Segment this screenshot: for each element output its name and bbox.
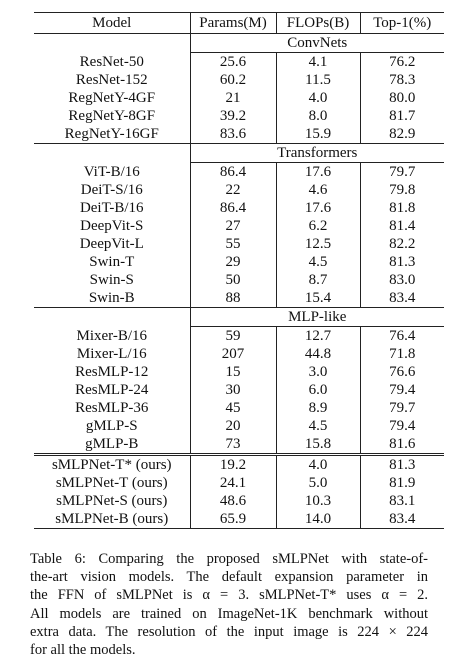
section-spacer-cell (34, 34, 190, 53)
table-row (34, 253, 444, 271)
model-cell: RegNetY-8GF (34, 107, 190, 125)
table-row (34, 381, 444, 399)
params-cell: 48.6 (190, 492, 276, 510)
top1-cell: 82.9 (389, 126, 416, 142)
flops-cell: 4.5 (276, 253, 360, 271)
model-cell: sMLPNet-T* (ours) (34, 455, 190, 475)
table-row (34, 71, 444, 89)
section-header-row (34, 308, 444, 327)
model-cell: sMLPNet-B (ours) (34, 510, 190, 529)
flops-cell: 17.6 (276, 163, 360, 182)
model-cell: ResMLP-24 (34, 381, 190, 399)
model-cell: ResNet-50 (34, 53, 190, 72)
results-table-container (34, 12, 444, 529)
table-row (34, 289, 444, 308)
params-cell: 50 (190, 271, 276, 289)
table-row (34, 53, 444, 72)
caption-line: for all the models. (30, 642, 136, 659)
top1-cell: 81.4 (389, 218, 416, 234)
flops-cell: 4.0 (276, 89, 360, 107)
table-header-row (34, 13, 444, 34)
section-spacer-cell (34, 144, 190, 163)
section-title: ConvNets (190, 34, 444, 53)
params-cell: 55 (190, 235, 276, 253)
params-cell: 39.2 (190, 107, 276, 125)
ours-table-row (34, 492, 444, 510)
flops-cell: 4.6 (276, 181, 360, 199)
top1-cell: 83.1 (389, 493, 416, 509)
table-row (34, 217, 444, 235)
params-cell: 88 (190, 289, 276, 308)
flops-cell: 17.6 (276, 199, 360, 217)
top1-cell: 81.3 (360, 455, 444, 475)
params-cell: 22 (190, 181, 276, 199)
model-cell: gMLP-B (34, 435, 190, 455)
table-row (34, 181, 444, 199)
model-cell: Mixer-L/16 (34, 345, 190, 363)
params-cell: 45 (190, 399, 276, 417)
top1-cell: 81.7 (389, 108, 416, 124)
params-cell: 86.4 (190, 199, 276, 217)
table-body (34, 34, 444, 529)
params-cell: 25.6 (190, 53, 276, 72)
table-row (34, 399, 444, 417)
top1-cell: 81.8 (389, 200, 416, 216)
top1-cell: 81.3 (389, 254, 416, 270)
top1-cell: 76.6 (389, 364, 416, 380)
top1-cell: 71.8 (389, 346, 416, 362)
table-row (34, 107, 444, 125)
top1-cell: 83.4 (389, 290, 416, 306)
model-cell: DeiT-S/16 (34, 181, 190, 199)
top1-cell: 79.7 (389, 400, 416, 416)
table-row (34, 271, 444, 289)
table-row (34, 363, 444, 381)
params-cell: 27 (190, 217, 276, 235)
params-cell: 86.4 (190, 163, 276, 182)
model-cell: sMLPNet-T (ours) (34, 474, 190, 492)
table-row (34, 125, 444, 144)
table-row (34, 163, 444, 182)
table-row (34, 327, 444, 346)
top1-cell: 76.4 (389, 328, 416, 344)
caption-line: All models are trained on ImageNet-1K benchmark without (30, 605, 428, 622)
params-cell: 59 (190, 327, 276, 346)
flops-cell: 8.0 (276, 107, 360, 125)
flops-cell: 4.5 (276, 417, 360, 435)
params-cell: 65.9 (190, 510, 276, 529)
section-spacer-cell (34, 308, 190, 327)
top1-cell: 81.6 (389, 436, 416, 452)
model-cell: Swin-T (34, 253, 190, 271)
flops-cell: 6.0 (276, 381, 360, 399)
table-row (34, 89, 444, 107)
params-cell: 29 (190, 253, 276, 271)
top1-cell: 82.2 (389, 236, 416, 252)
caption-line: extra data. The resolution of the input image is 224 × 224 (30, 623, 428, 640)
model-cell: ViT-B/16 (34, 163, 190, 182)
header-flops: FLOPs(B) (276, 13, 360, 34)
model-cell: DeepVit-S (34, 217, 190, 235)
model-cell: Swin-B (34, 289, 190, 308)
model-cell: DeepVit-L (34, 235, 190, 253)
section-title: Transformers (190, 144, 444, 163)
top1-cell: 76.2 (389, 54, 416, 70)
flops-cell: 15.9 (276, 125, 360, 144)
caption-line: the FFN of sMLPNet is α = 3. sMLPNet-T* uses α = 2. (30, 587, 428, 604)
table-caption (30, 550, 428, 659)
model-cell: gMLP-S (34, 417, 190, 435)
header-top1: Top-1(%) (360, 13, 444, 34)
header-model: Model (34, 13, 190, 34)
table-row (34, 417, 444, 435)
section-header-row (34, 144, 444, 163)
flops-cell: 6.2 (276, 217, 360, 235)
model-cell: Swin-S (34, 271, 190, 289)
flops-cell: 12.7 (276, 327, 360, 346)
section-header-row (34, 34, 444, 53)
flops-cell: 4.0 (276, 455, 360, 475)
model-cell: ResNet-152 (34, 71, 190, 89)
top1-cell: 83.4 (360, 510, 444, 529)
ours-table-row (34, 455, 444, 475)
caption-line: the-art vision models. The default expansion parameter in (30, 569, 428, 586)
params-cell: 15 (190, 363, 276, 381)
top1-cell: 78.3 (389, 72, 416, 88)
flops-cell: 10.3 (276, 492, 360, 510)
ours-table-row (34, 510, 444, 529)
params-cell: 19.2 (190, 455, 276, 475)
params-cell: 21 (190, 89, 276, 107)
model-cell: RegNetY-16GF (34, 125, 190, 144)
top1-cell: 79.8 (389, 182, 416, 198)
flops-cell: 44.8 (276, 345, 360, 363)
top1-cell: 81.9 (389, 475, 416, 491)
model-cell: Mixer-B/16 (34, 327, 190, 346)
section-title: MLP-like (190, 308, 444, 327)
results-table (34, 12, 444, 529)
params-cell: 207 (190, 345, 276, 363)
header-params: Params(M) (190, 13, 276, 34)
flops-cell: 14.0 (276, 510, 360, 529)
table-row (34, 345, 444, 363)
model-cell: DeiT-B/16 (34, 199, 190, 217)
top1-cell: 79.4 (389, 382, 416, 398)
top1-cell: 83.0 (389, 272, 416, 288)
table-row (34, 235, 444, 253)
table-row (34, 199, 444, 217)
flops-cell: 15.8 (276, 435, 360, 455)
flops-cell: 11.5 (276, 71, 360, 89)
flops-cell: 8.7 (276, 271, 360, 289)
flops-cell: 3.0 (276, 363, 360, 381)
ours-table-row (34, 474, 444, 492)
flops-cell: 8.9 (276, 399, 360, 417)
top1-cell: 80.0 (389, 90, 416, 106)
params-cell: 20 (190, 417, 276, 435)
flops-cell: 5.0 (276, 474, 360, 492)
top1-cell: 79.4 (389, 418, 416, 434)
flops-cell: 12.5 (276, 235, 360, 253)
top1-cell: 79.7 (389, 164, 416, 180)
caption-line: Table 6: Comparing the proposed sMLPNet with state-of- (30, 551, 428, 567)
params-cell: 60.2 (190, 71, 276, 89)
model-cell: ResMLP-36 (34, 399, 190, 417)
model-cell: ResMLP-12 (34, 363, 190, 381)
flops-cell: 15.4 (276, 289, 360, 308)
table-row (34, 435, 444, 455)
params-cell: 30 (190, 381, 276, 399)
params-cell: 73 (190, 435, 276, 455)
model-cell: RegNetY-4GF (34, 89, 190, 107)
params-cell: 83.6 (190, 125, 276, 144)
params-cell: 24.1 (190, 474, 276, 492)
flops-cell: 4.1 (276, 53, 360, 72)
model-cell: sMLPNet-S (ours) (34, 492, 190, 510)
